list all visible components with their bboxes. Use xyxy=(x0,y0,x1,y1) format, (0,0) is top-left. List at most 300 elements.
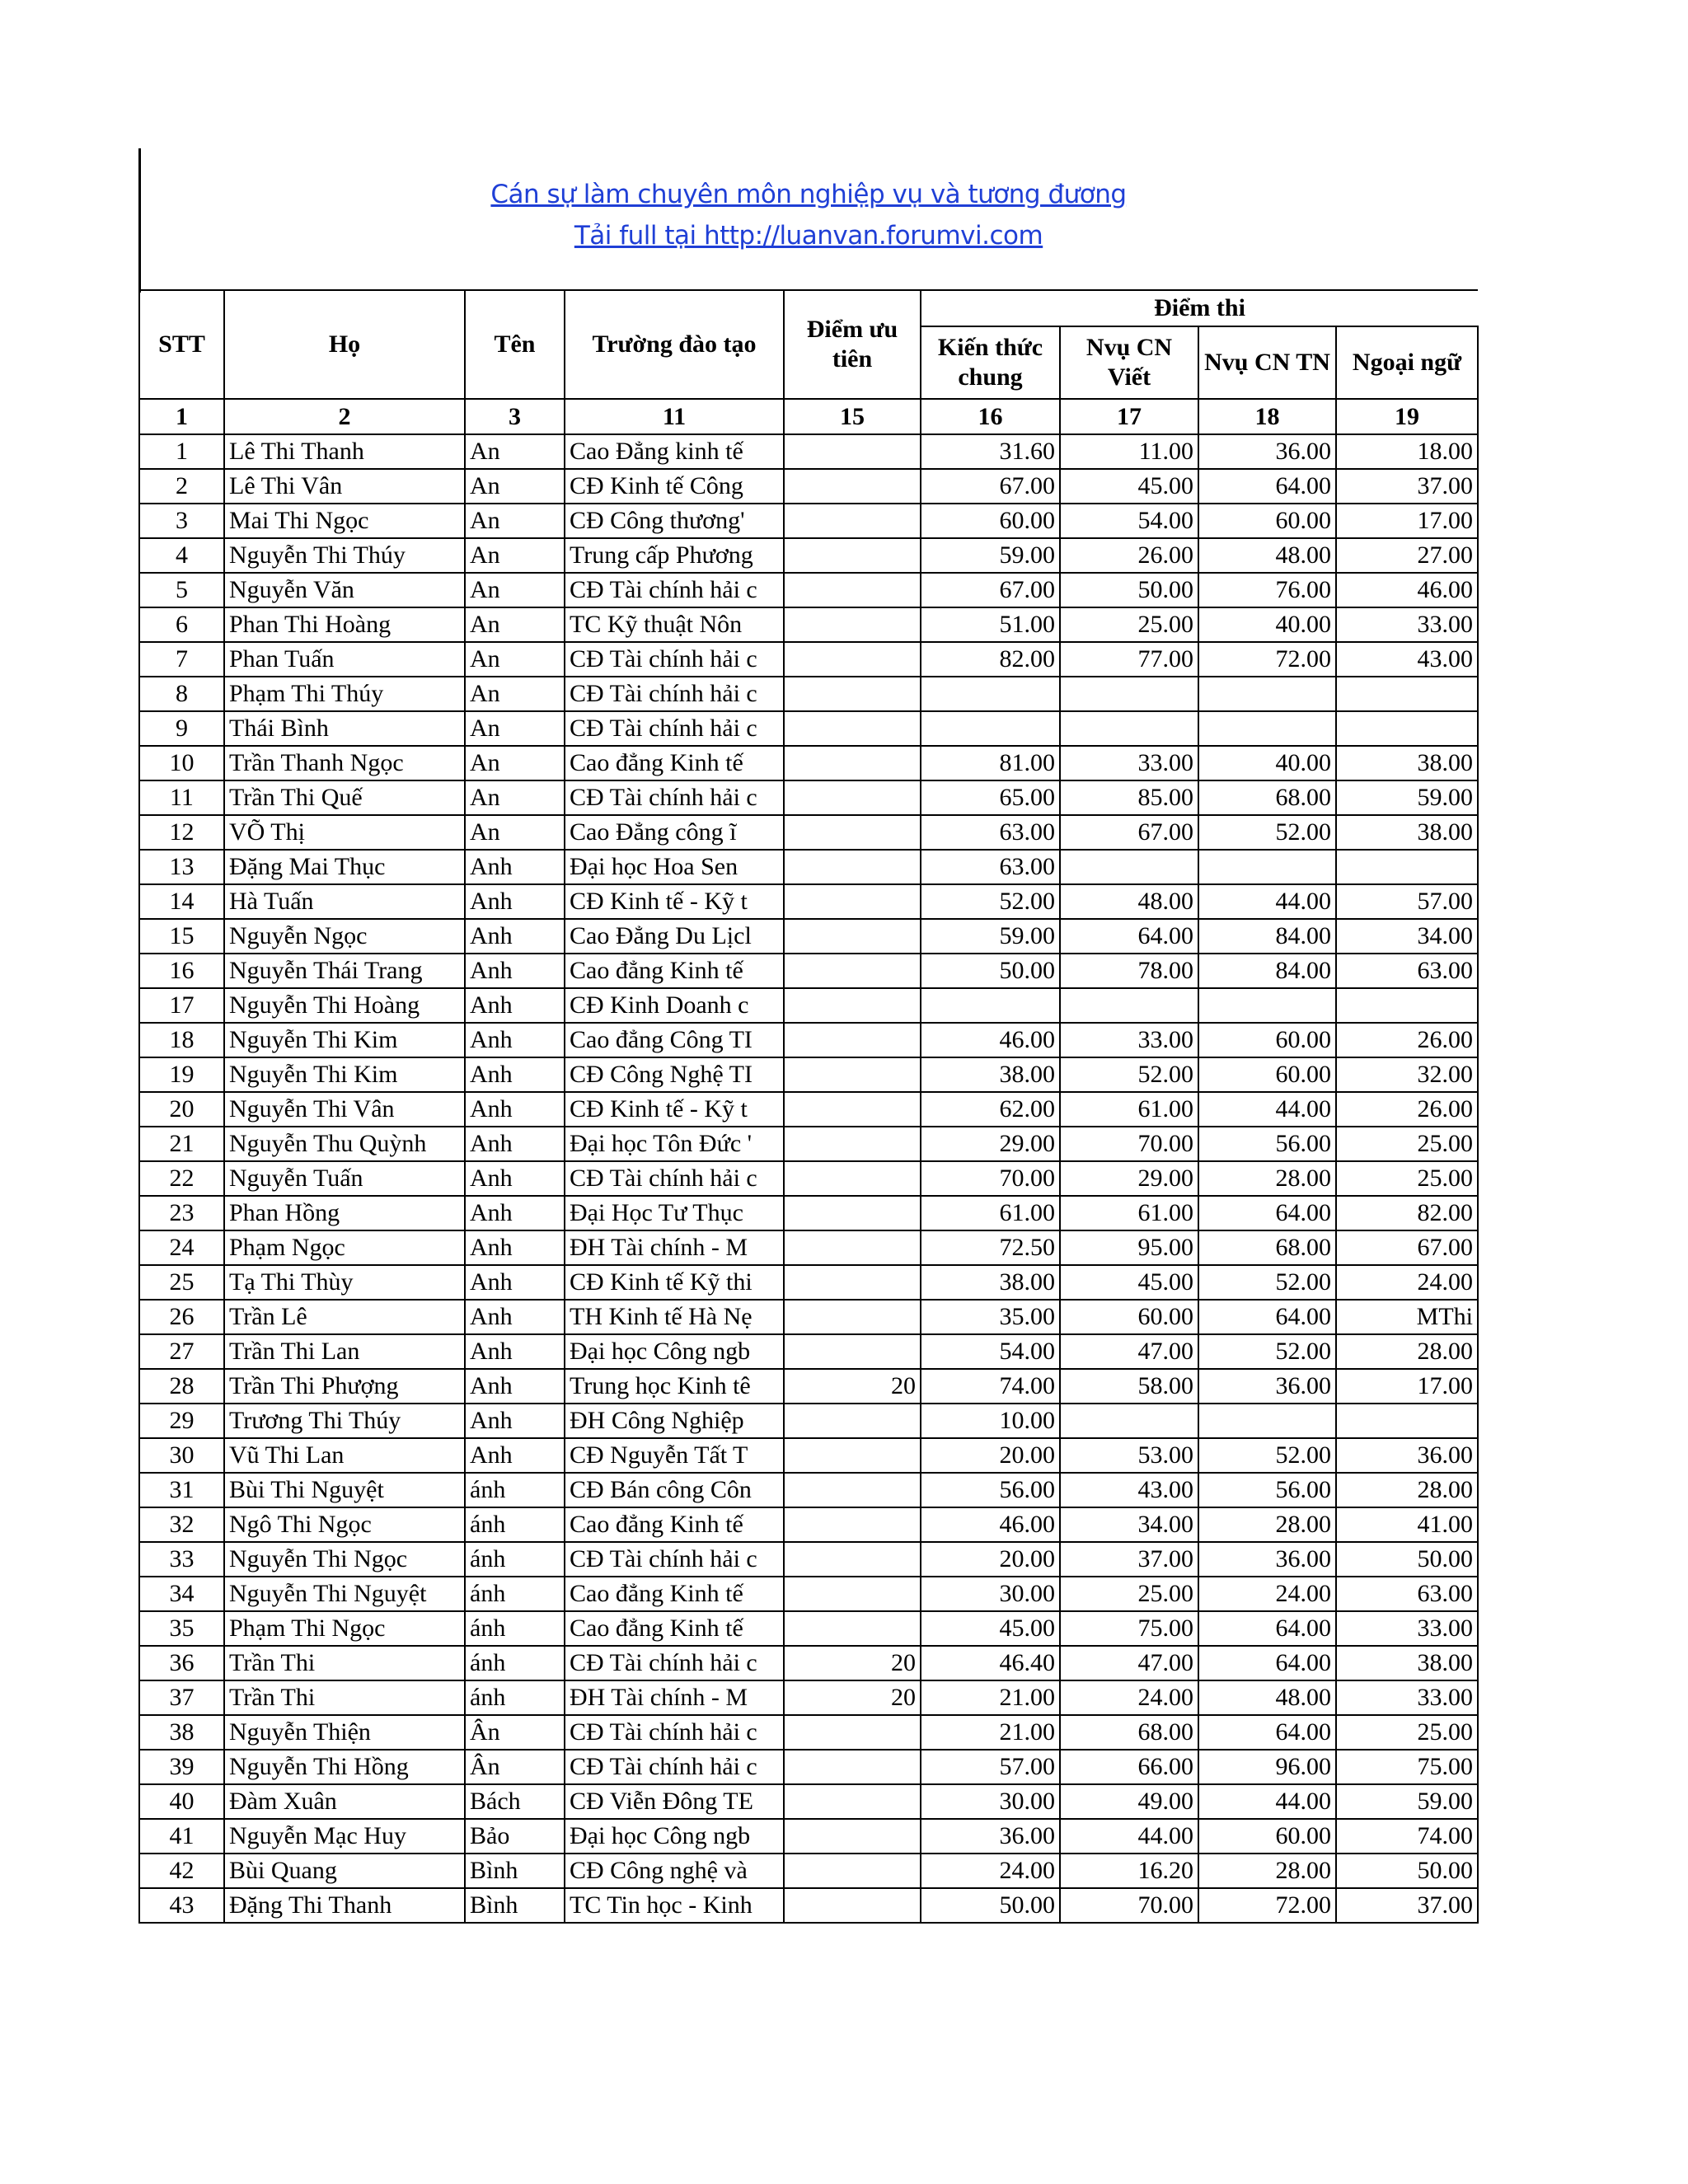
cell-diem-uu-tien xyxy=(784,1023,921,1057)
cell-nvu-cn-viet: 78.00 xyxy=(1060,954,1198,988)
cell-diem-uu-tien xyxy=(784,1473,921,1507)
cell-stt: 5 xyxy=(139,573,224,607)
cell-ngoai-ngu: 59.00 xyxy=(1336,1784,1478,1819)
cell-diem-uu-tien xyxy=(784,1404,921,1438)
cell-stt: 42 xyxy=(139,1854,224,1888)
cell-nvu-cn-tn: 72.00 xyxy=(1198,642,1336,677)
cell-nvu-cn-viet: 48.00 xyxy=(1060,884,1198,919)
cell-ho: Nguyễn Ngọc xyxy=(224,919,465,954)
cell-ho: Lê Thi Thanh xyxy=(224,434,465,469)
table-row xyxy=(139,434,1478,469)
cell-diem-uu-tien xyxy=(784,884,921,919)
cell-diem-uu-tien xyxy=(784,538,921,573)
cell-kien-thuc-chung: 63.00 xyxy=(921,850,1060,884)
cell-ten: Anh xyxy=(465,1023,565,1057)
cell-stt: 15 xyxy=(139,919,224,954)
cell-ho: Trần Thi Quế xyxy=(224,780,465,815)
download-link[interactable]: Tải full tại http://luanvan.forumvi.com xyxy=(574,221,1043,251)
header-ngoai-ngu: Ngoại ngữ xyxy=(1336,326,1478,399)
cell-nvu-cn-tn: 64.00 xyxy=(1198,1300,1336,1334)
cell-stt: 9 xyxy=(139,711,224,746)
cell-ten: Anh xyxy=(465,1057,565,1092)
cell-ten: Bình xyxy=(465,1854,565,1888)
cell-nvu-cn-tn: 68.00 xyxy=(1198,780,1336,815)
cell-ten: An xyxy=(465,504,565,538)
cell-ngoai-ngu: 82.00 xyxy=(1336,1196,1478,1230)
cell-nvu-cn-viet: 49.00 xyxy=(1060,1784,1198,1819)
cell-stt: 30 xyxy=(139,1438,224,1473)
cell-ten: Anh xyxy=(465,1127,565,1161)
cell-ho: Nguyễn Thi Hoàng xyxy=(224,988,465,1023)
cell-nvu-cn-tn xyxy=(1198,711,1336,746)
cell-ngoai-ngu: 28.00 xyxy=(1336,1473,1478,1507)
header-truong: Trường đào tạo xyxy=(565,290,784,399)
cell-kien-thuc-chung: 51.00 xyxy=(921,607,1060,642)
cell-ten: ánh xyxy=(465,1577,565,1611)
cell-nvu-cn-tn xyxy=(1198,1404,1336,1438)
table-row xyxy=(139,1542,1478,1577)
cell-diem-uu-tien xyxy=(784,850,921,884)
cell-ho: Lê Thi Vân xyxy=(224,469,465,504)
cell-nvu-cn-tn: 52.00 xyxy=(1198,1334,1336,1369)
column-number: 11 xyxy=(565,399,784,434)
cell-ten: Anh xyxy=(465,1334,565,1369)
cell-kien-thuc-chung: 24.00 xyxy=(921,1854,1060,1888)
cell-ten: ánh xyxy=(465,1680,565,1715)
cell-ho: Nguyễn Thi Kim xyxy=(224,1023,465,1057)
cell-nvu-cn-viet: 58.00 xyxy=(1060,1369,1198,1404)
table-row xyxy=(139,850,1478,884)
cell-kien-thuc-chung: 36.00 xyxy=(921,1819,1060,1854)
cell-kien-thuc-chung: 46.00 xyxy=(921,1507,1060,1542)
cell-ho: Ngô Thi Ngọc xyxy=(224,1507,465,1542)
page-title: Cán sự làm chuyên môn nghiệp vụ và tương đương xyxy=(490,180,1127,209)
cell-stt: 27 xyxy=(139,1334,224,1369)
cell-stt: 22 xyxy=(139,1161,224,1196)
cell-diem-uu-tien xyxy=(784,1057,921,1092)
cell-diem-uu-tien xyxy=(784,1819,921,1854)
table-row xyxy=(139,1784,1478,1819)
cell-truong: Cao đẳng Kinh tế xyxy=(565,1507,784,1542)
cell-ngoai-ngu: 33.00 xyxy=(1336,1611,1478,1646)
cell-ten: Anh xyxy=(465,1196,565,1230)
cell-truong: ĐH Tài chính - M xyxy=(565,1230,784,1265)
table-row xyxy=(139,607,1478,642)
cell-ngoai-ngu xyxy=(1336,711,1478,746)
cell-truong: Đại Học Tư Thục xyxy=(565,1196,784,1230)
table-body xyxy=(139,434,1478,1923)
cell-kien-thuc-chung: 67.00 xyxy=(921,469,1060,504)
cell-kien-thuc-chung: 60.00 xyxy=(921,504,1060,538)
cell-truong: Đại học Công ngb xyxy=(565,1819,784,1854)
cell-truong: CĐ Kinh Doanh c xyxy=(565,988,784,1023)
cell-kien-thuc-chung: 30.00 xyxy=(921,1577,1060,1611)
cell-ho: Bùi Quang xyxy=(224,1854,465,1888)
cell-ngoai-ngu: 27.00 xyxy=(1336,538,1478,573)
cell-diem-uu-tien xyxy=(784,434,921,469)
cell-ho: Trần Thanh Ngọc xyxy=(224,746,465,780)
cell-ho: Trần Thi Lan xyxy=(224,1334,465,1369)
cell-diem-uu-tien xyxy=(784,469,921,504)
cell-ho: Phan Hồng xyxy=(224,1196,465,1230)
cell-kien-thuc-chung: 81.00 xyxy=(921,746,1060,780)
cell-nvu-cn-viet: 50.00 xyxy=(1060,573,1198,607)
cell-truong: CĐ Tài chính hải c xyxy=(565,1542,784,1577)
cell-diem-uu-tien xyxy=(784,1542,921,1577)
cell-kien-thuc-chung: 54.00 xyxy=(921,1334,1060,1369)
cell-stt: 33 xyxy=(139,1542,224,1577)
cell-stt: 12 xyxy=(139,815,224,850)
cell-nvu-cn-viet: 25.00 xyxy=(1060,607,1198,642)
cell-diem-uu-tien xyxy=(784,1230,921,1265)
cell-nvu-cn-viet: 61.00 xyxy=(1060,1196,1198,1230)
cell-nvu-cn-tn: 72.00 xyxy=(1198,1888,1336,1923)
header-nvu-cn-tn: Nvụ CN TN xyxy=(1198,326,1336,399)
results-table xyxy=(138,289,1479,1924)
cell-truong: Trung học Kinh tê xyxy=(565,1369,784,1404)
table-row xyxy=(139,677,1478,711)
cell-truong: CĐ Tài chính hải c xyxy=(565,1646,784,1680)
cell-ten: ánh xyxy=(465,1542,565,1577)
cell-nvu-cn-viet: 37.00 xyxy=(1060,1542,1198,1577)
table-row xyxy=(139,711,1478,746)
cell-ho: Đặng Thi Thanh xyxy=(224,1888,465,1923)
cell-nvu-cn-tn xyxy=(1198,850,1336,884)
cell-nvu-cn-viet: 11.00 xyxy=(1060,434,1198,469)
cell-stt: 41 xyxy=(139,1819,224,1854)
cell-diem-uu-tien xyxy=(784,1334,921,1369)
cell-ten: An xyxy=(465,815,565,850)
table-row xyxy=(139,573,1478,607)
cell-ho: Nguyễn Thiện xyxy=(224,1715,465,1750)
cell-truong: CĐ Công nghệ và xyxy=(565,1854,784,1888)
cell-diem-uu-tien xyxy=(784,1265,921,1300)
table-row xyxy=(139,1473,1478,1507)
cell-kien-thuc-chung: 57.00 xyxy=(921,1750,1060,1784)
cell-nvu-cn-tn: 76.00 xyxy=(1198,573,1336,607)
table-row xyxy=(139,1230,1478,1265)
table-row xyxy=(139,469,1478,504)
cell-ten: An xyxy=(465,469,565,504)
table-row xyxy=(139,919,1478,954)
table-row xyxy=(139,1092,1478,1127)
cell-nvu-cn-tn: 64.00 xyxy=(1198,1715,1336,1750)
cell-stt: 3 xyxy=(139,504,224,538)
cell-nvu-cn-tn: 60.00 xyxy=(1198,1057,1336,1092)
cell-ngoai-ngu: 25.00 xyxy=(1336,1161,1478,1196)
cell-ten: An xyxy=(465,780,565,815)
cell-kien-thuc-chung: 50.00 xyxy=(921,1888,1060,1923)
cell-kien-thuc-chung xyxy=(921,711,1060,746)
table-row xyxy=(139,746,1478,780)
header-diem-thi: Điểm thi xyxy=(921,290,1478,326)
cell-stt: 26 xyxy=(139,1300,224,1334)
cell-ho: Phan Thi Hoàng xyxy=(224,607,465,642)
cell-ngoai-ngu: 46.00 xyxy=(1336,573,1478,607)
cell-ngoai-ngu: 17.00 xyxy=(1336,1369,1478,1404)
cell-nvu-cn-tn: 52.00 xyxy=(1198,815,1336,850)
cell-ho: Phạm Ngọc xyxy=(224,1230,465,1265)
cell-nvu-cn-viet: 33.00 xyxy=(1060,746,1198,780)
cell-ho: Trương Thi Thúy xyxy=(224,1404,465,1438)
cell-ngoai-ngu: 50.00 xyxy=(1336,1542,1478,1577)
cell-truong: ĐH Tài chính - M xyxy=(565,1680,784,1715)
cell-nvu-cn-tn: 48.00 xyxy=(1198,538,1336,573)
cell-kien-thuc-chung: 74.00 xyxy=(921,1369,1060,1404)
cell-nvu-cn-tn: 44.00 xyxy=(1198,884,1336,919)
cell-nvu-cn-viet xyxy=(1060,1404,1198,1438)
cell-kien-thuc-chung xyxy=(921,988,1060,1023)
cell-ho: Nguyễn Thi Ngọc xyxy=(224,1542,465,1577)
cell-nvu-cn-viet: 34.00 xyxy=(1060,1507,1198,1542)
cell-nvu-cn-tn: 64.00 xyxy=(1198,1646,1336,1680)
cell-truong: Cao đẳng Kinh tế xyxy=(565,1577,784,1611)
cell-ngoai-ngu: 17.00 xyxy=(1336,504,1478,538)
cell-truong: Đại học Tôn Đức ' xyxy=(565,1127,784,1161)
cell-stt: 17 xyxy=(139,988,224,1023)
cell-diem-uu-tien xyxy=(784,1611,921,1646)
cell-ho: Nguyễn Thái Trang xyxy=(224,954,465,988)
cell-stt: 35 xyxy=(139,1611,224,1646)
cell-truong: CĐ Công thương' xyxy=(565,504,784,538)
cell-diem-uu-tien: 20 xyxy=(784,1680,921,1715)
cell-nvu-cn-tn: 36.00 xyxy=(1198,1542,1336,1577)
cell-ten: An xyxy=(465,607,565,642)
cell-ngoai-ngu: 24.00 xyxy=(1336,1265,1478,1300)
cell-truong: Cao đẳng Công TI xyxy=(565,1023,784,1057)
cell-diem-uu-tien xyxy=(784,1438,921,1473)
table-row xyxy=(139,1819,1478,1854)
cell-nvu-cn-tn: 56.00 xyxy=(1198,1127,1336,1161)
cell-truong: CĐ Kinh tế - Kỹ t xyxy=(565,1092,784,1127)
cell-kien-thuc-chung: 62.00 xyxy=(921,1092,1060,1127)
cell-stt: 21 xyxy=(139,1127,224,1161)
table-row xyxy=(139,815,1478,850)
cell-ten: ánh xyxy=(465,1473,565,1507)
cell-nvu-cn-tn: 60.00 xyxy=(1198,504,1336,538)
cell-ngoai-ngu: 63.00 xyxy=(1336,1577,1478,1611)
cell-nvu-cn-viet: 67.00 xyxy=(1060,815,1198,850)
cell-nvu-cn-viet: 53.00 xyxy=(1060,1438,1198,1473)
table-row xyxy=(139,1750,1478,1784)
cell-kien-thuc-chung: 72.50 xyxy=(921,1230,1060,1265)
cell-kien-thuc-chung: 30.00 xyxy=(921,1784,1060,1819)
cell-stt: 7 xyxy=(139,642,224,677)
column-number: 1 xyxy=(139,399,224,434)
cell-kien-thuc-chung: 45.00 xyxy=(921,1611,1060,1646)
table-row xyxy=(139,1507,1478,1542)
cell-ngoai-ngu: 25.00 xyxy=(1336,1127,1478,1161)
cell-ho: Đàm Xuân xyxy=(224,1784,465,1819)
cell-nvu-cn-tn: 36.00 xyxy=(1198,434,1336,469)
cell-diem-uu-tien xyxy=(784,1577,921,1611)
cell-ten: Bảo xyxy=(465,1819,565,1854)
cell-kien-thuc-chung: 20.00 xyxy=(921,1438,1060,1473)
cell-ho: Hà Tuấn xyxy=(224,884,465,919)
cell-truong: Trung cấp Phương xyxy=(565,538,784,573)
cell-ten: Anh xyxy=(465,988,565,1023)
cell-kien-thuc-chung: 46.00 xyxy=(921,1023,1060,1057)
cell-nvu-cn-tn: 52.00 xyxy=(1198,1438,1336,1473)
cell-ho: Phan Tuấn xyxy=(224,642,465,677)
cell-ten: An xyxy=(465,573,565,607)
cell-ngoai-ngu: 43.00 xyxy=(1336,642,1478,677)
cell-nvu-cn-tn: 40.00 xyxy=(1198,746,1336,780)
cell-diem-uu-tien xyxy=(784,1784,921,1819)
column-number: 15 xyxy=(784,399,921,434)
cell-ho: VÕ Thị xyxy=(224,815,465,850)
table-row xyxy=(139,1300,1478,1334)
table-row xyxy=(139,954,1478,988)
table-row xyxy=(139,1715,1478,1750)
table-row xyxy=(139,642,1478,677)
cell-truong: CĐ Tài chính hải c xyxy=(565,642,784,677)
cell-kien-thuc-chung: 65.00 xyxy=(921,780,1060,815)
cell-kien-thuc-chung: 35.00 xyxy=(921,1300,1060,1334)
header-ho: Họ xyxy=(224,290,465,399)
cell-ho: Nguyễn Mạc Huy xyxy=(224,1819,465,1854)
table-row xyxy=(139,1577,1478,1611)
cell-ten: Anh xyxy=(465,884,565,919)
cell-ten: Anh xyxy=(465,919,565,954)
table-row xyxy=(139,1127,1478,1161)
cell-ten: Anh xyxy=(465,1438,565,1473)
cell-stt: 43 xyxy=(139,1888,224,1923)
cell-ngoai-ngu xyxy=(1336,988,1478,1023)
cell-diem-uu-tien xyxy=(784,954,921,988)
cell-ho: Mai Thi Ngọc xyxy=(224,504,465,538)
table-row xyxy=(139,538,1478,573)
cell-ngoai-ngu: 75.00 xyxy=(1336,1750,1478,1784)
cell-nvu-cn-viet: 25.00 xyxy=(1060,1577,1198,1611)
cell-ngoai-ngu: 74.00 xyxy=(1336,1819,1478,1854)
cell-ngoai-ngu: 38.00 xyxy=(1336,1646,1478,1680)
cell-ho: Nguyễn Thi Vân xyxy=(224,1092,465,1127)
cell-ngoai-ngu: 33.00 xyxy=(1336,1680,1478,1715)
cell-kien-thuc-chung: 70.00 xyxy=(921,1161,1060,1196)
cell-truong: Cao Đẳng Du Lịcl xyxy=(565,919,784,954)
cell-ngoai-ngu xyxy=(1336,677,1478,711)
cell-nvu-cn-tn: 36.00 xyxy=(1198,1369,1336,1404)
cell-nvu-cn-viet: 24.00 xyxy=(1060,1680,1198,1715)
cell-truong: CĐ Tài chính hải c xyxy=(565,573,784,607)
cell-truong: CĐ Tài chính hải c xyxy=(565,1750,784,1784)
cell-nvu-cn-viet: 95.00 xyxy=(1060,1230,1198,1265)
cell-nvu-cn-viet xyxy=(1060,677,1198,711)
cell-truong: Cao đẳng Kinh tế xyxy=(565,954,784,988)
cell-nvu-cn-viet: 85.00 xyxy=(1060,780,1198,815)
cell-ten: Anh xyxy=(465,1404,565,1438)
cell-truong: Đại học Hoa Sen xyxy=(565,850,784,884)
cell-ngoai-ngu: 50.00 xyxy=(1336,1854,1478,1888)
cell-ngoai-ngu xyxy=(1336,1404,1478,1438)
cell-stt: 29 xyxy=(139,1404,224,1438)
cell-nvu-cn-viet xyxy=(1060,711,1198,746)
cell-stt: 10 xyxy=(139,746,224,780)
column-number: 16 xyxy=(921,399,1060,434)
cell-stt: 40 xyxy=(139,1784,224,1819)
cell-nvu-cn-viet: 68.00 xyxy=(1060,1715,1198,1750)
cell-ngoai-ngu: 41.00 xyxy=(1336,1507,1478,1542)
cell-nvu-cn-viet: 70.00 xyxy=(1060,1888,1198,1923)
cell-ten: Anh xyxy=(465,850,565,884)
cell-ngoai-ngu: 18.00 xyxy=(1336,434,1478,469)
cell-nvu-cn-tn: 56.00 xyxy=(1198,1473,1336,1507)
cell-stt: 14 xyxy=(139,884,224,919)
cell-kien-thuc-chung xyxy=(921,677,1060,711)
cell-nvu-cn-tn: 64.00 xyxy=(1198,1611,1336,1646)
cell-ngoai-ngu: 26.00 xyxy=(1336,1092,1478,1127)
cell-truong: Cao đẳng Kinh tế xyxy=(565,1611,784,1646)
cell-diem-uu-tien xyxy=(784,919,921,954)
table-row xyxy=(139,1369,1478,1404)
cell-ngoai-ngu: 63.00 xyxy=(1336,954,1478,988)
column-number: 17 xyxy=(1060,399,1198,434)
cell-nvu-cn-tn: 48.00 xyxy=(1198,1680,1336,1715)
cell-ngoai-ngu: 38.00 xyxy=(1336,815,1478,850)
cell-stt: 31 xyxy=(139,1473,224,1507)
header-stt: STT xyxy=(139,290,224,399)
cell-diem-uu-tien xyxy=(784,1300,921,1334)
cell-diem-uu-tien xyxy=(784,711,921,746)
cell-ten: Anh xyxy=(465,1230,565,1265)
cell-truong: CĐ Tài chính hải c xyxy=(565,1715,784,1750)
cell-ten: Bách xyxy=(465,1784,565,1819)
cell-stt: 34 xyxy=(139,1577,224,1611)
cell-ngoai-ngu: 37.00 xyxy=(1336,1888,1478,1923)
cell-nvu-cn-tn: 24.00 xyxy=(1198,1577,1336,1611)
table-row xyxy=(139,1023,1478,1057)
cell-kien-thuc-chung: 10.00 xyxy=(921,1404,1060,1438)
cell-kien-thuc-chung: 67.00 xyxy=(921,573,1060,607)
cell-kien-thuc-chung: 59.00 xyxy=(921,919,1060,954)
cell-nvu-cn-tn: 40.00 xyxy=(1198,607,1336,642)
cell-stt: 38 xyxy=(139,1715,224,1750)
cell-stt: 11 xyxy=(139,780,224,815)
cell-nvu-cn-viet: 47.00 xyxy=(1060,1334,1198,1369)
cell-diem-uu-tien xyxy=(784,677,921,711)
cell-truong: ĐH Công Nghiệp xyxy=(565,1404,784,1438)
cell-ho: Đặng Mai Thục xyxy=(224,850,465,884)
table-row xyxy=(139,1888,1478,1923)
cell-stt: 4 xyxy=(139,538,224,573)
cell-diem-uu-tien xyxy=(784,1196,921,1230)
cell-ngoai-ngu: 67.00 xyxy=(1336,1230,1478,1265)
table-row xyxy=(139,504,1478,538)
cell-nvu-cn-viet: 45.00 xyxy=(1060,469,1198,504)
table-row xyxy=(139,1680,1478,1715)
cell-kien-thuc-chung: 82.00 xyxy=(921,642,1060,677)
header-nvu-cn-viet: Nvụ CN Viết xyxy=(1060,326,1198,399)
cell-nvu-cn-tn: 44.00 xyxy=(1198,1784,1336,1819)
cell-ho: Trần Thi Phượng xyxy=(224,1369,465,1404)
cell-kien-thuc-chung: 38.00 xyxy=(921,1057,1060,1092)
cell-ten: Anh xyxy=(465,1092,565,1127)
cell-nvu-cn-viet: 43.00 xyxy=(1060,1473,1198,1507)
cell-ten: Anh xyxy=(465,1369,565,1404)
cell-nvu-cn-viet: 64.00 xyxy=(1060,919,1198,954)
cell-diem-uu-tien xyxy=(784,815,921,850)
cell-ho: Vũ Thi Lan xyxy=(224,1438,465,1473)
cell-ten: An xyxy=(465,642,565,677)
table-row xyxy=(139,1196,1478,1230)
cell-ho: Phạm Thi Ngọc xyxy=(224,1611,465,1646)
cell-nvu-cn-tn: 44.00 xyxy=(1198,1092,1336,1127)
cell-stt: 6 xyxy=(139,607,224,642)
cell-kien-thuc-chung: 29.00 xyxy=(921,1127,1060,1161)
cell-truong: CĐ Tài chính hải c xyxy=(565,1161,784,1196)
cell-nvu-cn-tn: 64.00 xyxy=(1198,469,1336,504)
